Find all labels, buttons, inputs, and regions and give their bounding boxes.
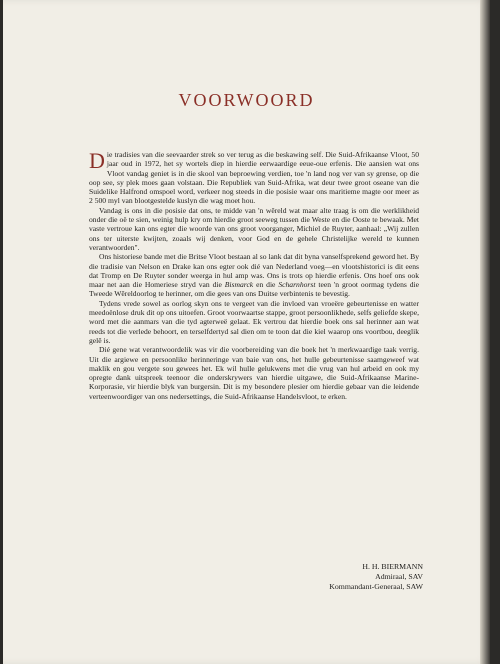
drop-cap: D xyxy=(89,148,105,173)
paragraph-4: Tydens vrede sowel as oorlog skyn ons te vergeet van die invloed van vroeëre gebeurtenisse en watter meedoënlose druk dit op ons uitoefen. Groot voorwaartse stappe, groot persoonlikhede, selfs geliefde skepe, word met die aanmars van die tyd agterweë gelaat. Ek vertrou dat hierdie boek ons sal herinner aan wat reeds tot die verlede behoort, en terselfdertyd sal dien om te toon dat die kiel waarop ons voortbou, deeglik gelê is. xyxy=(89,298,419,345)
signature-name: H. H. BIERMANN xyxy=(362,562,423,571)
ship-name-bismarck: Bismarck xyxy=(224,280,254,290)
signature-rank: Admiraal, SAV xyxy=(375,572,423,581)
paragraph-2: Vandag is ons in die posisie dat ons, te midde van 'n wêreld wat maar alte traag is om die werklikheid onder die oë te sien, weinig hulp kry om hierdie groot seeweg tussen die Weste en die Ooste te bewaak. Met vaste vertroue kan ons egter die woorde van ons groot voorganger, Michiel de Ruyter, aanhaal: „Wij zullen ons ter uiterste kwijten, zoaals wij denken, voor God en de gehele Christelijke wereld te kunnen verantwoorden". xyxy=(89,205,419,252)
book-page xyxy=(3,0,490,664)
signature-role: Kommandant-Generaal, SAW xyxy=(329,582,423,591)
ship-name-scharnhorst: Scharnhorst xyxy=(278,280,316,290)
paragraph-1: Die tradisies van die seevaarder strek so ver terug as die beskawing self. Die Suid-Afrikaanse Vloot, 50 jaar oud in 1972, het sy wortels diep in hierdie eerwaardige eeue-oue erfenis. Die aansien wat ons Vloot vandag geniet is in die skool van beproewing verdien, toe 'n land nog ver van sy grense, op die oop see, sy plek moes gaan volstaan. Die Republiek van Suid-Afrika, wat deur twee groot oseane van die Suidelike Halfrond omspoel word, verkeer nog steeds in die posisie waar ons maritieme magte oor meer as 2 500 myl van blootgestelde kuslyn die wag moet hou. xyxy=(89,148,419,206)
signature-block xyxy=(273,562,423,592)
body-text xyxy=(89,150,419,401)
paragraph-5: Dié gene wat verantwoordelik was vir die voorbereiding van die boek het 'n merkwaardige taak verrig. Uit die argiewe en persoonlike herinneringe van baie van ons, het hulle gebeurtenisse saamgeweef wat maklik en gou vergete sou gewees het. Ek wil hulle gelukwens met die vrug van hul arbeid en ook my opregte dank uitspreek teenoor die onderskrywers van hierdie uitgawe, die Suid-Afrikaanse Marine-Korporasie, vir hierdie blyk van burgersin. Dit is my besondere plesier om hierdie gebaar van die leidende verteenwoordiger van ons nedersettings, die Suid-Afrikaanse Handelsvloot, te erken. xyxy=(89,345,419,401)
paragraph-3: Ons historiese bande met die Britse Vloot bestaan al so lank dat dit byna vanselfsprekend geword het. By die tradisie van Nelson en Drake kan ons egter ook dié van Nederland voeg—en vlootshistorici is dit eens dat Tromp en De Ruyter sonder weerga in hul amp was. Ons is trots op hierdie erfenis. Ons hoef ons ook maar net aan die Homeriese stryd van die Bismarck en die Scharnhorst teen 'n groot oormag tydens die Tweede Wêreldoorlog te herinner, om die gees van ons Duitse verbintenis te bevestig. xyxy=(89,252,419,299)
page-title: VOORWOORD xyxy=(178,90,315,110)
